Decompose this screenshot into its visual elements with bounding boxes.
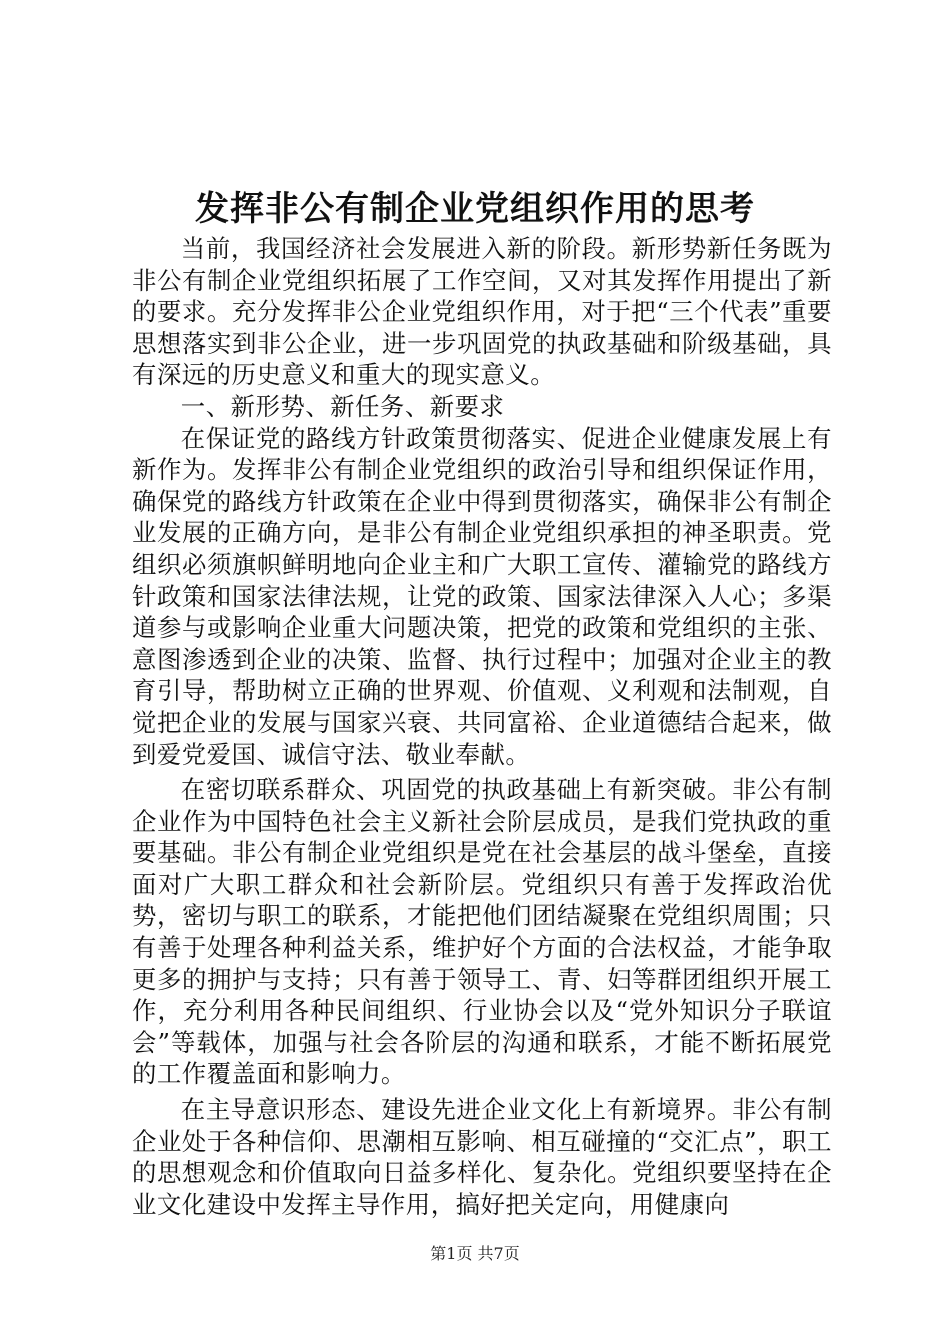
paragraph-policy: 在保证党的路线方针政策贯彻落实、促进企业健康发展上有新作为。发挥非公有制企业党组织的政治引导和组织保证作用，确保党的路线方针政策在企业中得到贯彻落实，确保非公有制企业发展的正确方向，是非公有制企业党组织承担的神圣职责。党组织必须旗帜鲜明地向企业主和广大职工宣传、灌输党的路线方针政策和国家法律法规，让党的政策、国家法律深入人心；多渠道参与或影响企业重大问题决策，把党的政策和党组织的主张、意图渗透到企业的决策、监督、执行过程中；加强对企业主的教育引导，帮助树立正确的世界观、价值观、义利观和法制观，自觉把企业的发展与国家兴衰、共同富裕、企业道德结合起来，做到爱党爱国、诚信守法、敬业奉献。	[132, 423, 832, 769]
paragraph-masses: 在密切联系群众、巩固党的执政基础上有新突破。非公有制企业作为中国特色社会主义新社会阶层成员，是我们党执政的重要基础。非公有制企业党组织是党在社会基层的战斗堡垒，直接面对广大职工群众和社会新阶层。党组织只有善于发挥政治优势，密切与职工的联系，才能把他们团结凝聚在党组织周围；只有善于处理各种利益关系，维护好个方面的合法权益，才能争取更多的拥护与支持；只有善于领导工、青、妇等群团组织开展工作，充分利用各种民间组织、行业协会以及“党外知识分子联谊会”等载体，加强与社会各阶层的沟通和联系，才能不断拓展党的工作覆盖面和影响力。	[132, 775, 832, 1089]
section-heading: 一、新形势、新任务、新要求	[180, 391, 505, 421]
document-title: 发挥非公有制企业党组织作用的思考	[195, 189, 755, 229]
paragraph-intro: 当前，我国经济社会发展进入新的阶段。新形势新任务既为非公有制企业党组织拓展了工作空间，又对其发挥作用提出了新的要求。充分发挥非公企业党组织作用，对于把“三个代表”重要思想落实到非公企业，进一步巩固党的执政基础和阶级基础，具有深远的历史意义和重大的现实意义。	[132, 234, 832, 390]
document-body	[132, 233, 832, 1220]
page-number: 第1页 共7页	[430, 1244, 520, 1263]
paragraph-culture: 在主导意识形态、建设先进企业文化上有新境界。非公有制企业处于各种信仰、思潮相互影响、相互碰撞的“交汇点”，职工的思想观念和价值取向日益多样化、复杂化。党组织要坚持在企业文化建设中发挥主导作用，搞好把关定向，用健康向	[132, 1095, 832, 1219]
